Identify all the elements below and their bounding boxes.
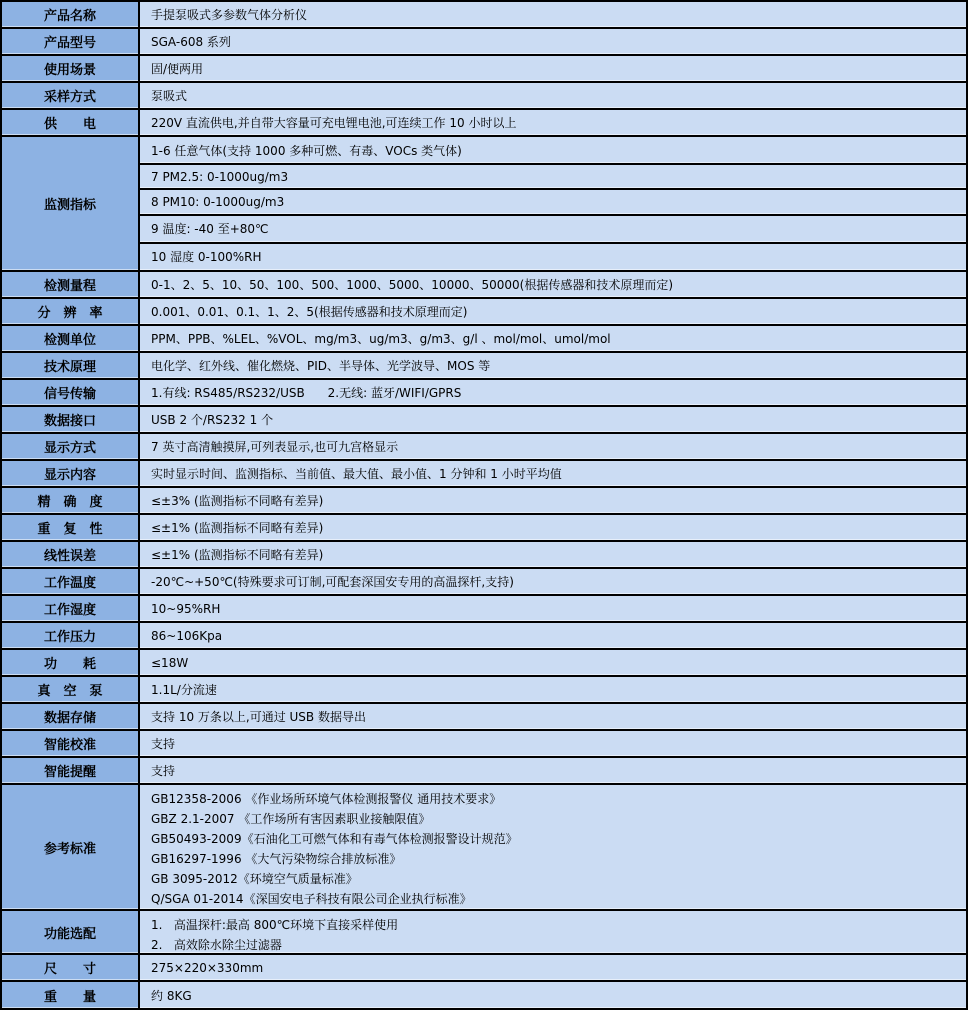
monitoring-indicator-item: 10 湿度 0-100%RH	[140, 244, 966, 270]
reference-standard-list	[140, 785, 966, 909]
monitoring-indicator-item: 1-6 任意气体(支持 1000 多种可燃、有毒、VOCs 类气体)	[140, 137, 966, 165]
monitoring-indicator-list	[140, 137, 966, 270]
optional-feature-list	[140, 911, 966, 953]
row-value: 电化学、红外线、催化燃烧、PID、半导体、光学波导、MOS 等	[140, 353, 966, 378]
row-label: 检测量程	[2, 272, 140, 297]
optional-feature-item: 1. 高温探杆:最高 800℃环境下直接采样使用	[151, 918, 399, 932]
row-label: 监测指标	[2, 137, 140, 270]
row-technical-principle	[2, 353, 966, 380]
row-value: 泵吸式	[140, 83, 966, 108]
row-data-interface	[2, 407, 966, 434]
row-value: 275×220×330mm	[140, 955, 966, 980]
row-value: 手提泵吸式多参数气体分析仪	[140, 2, 966, 27]
row-label: 功 耗	[2, 650, 140, 675]
row-value: 支持	[140, 758, 966, 783]
row-label: 技术原理	[2, 353, 140, 378]
row-label: 工作压力	[2, 623, 140, 648]
row-data-storage	[2, 704, 966, 731]
row-label: 分 辨 率	[2, 299, 140, 324]
row-display-mode	[2, 434, 966, 461]
row-value: -20℃~+50℃(特殊要求可订制,可配套深国安专用的高温探杆,支持)	[140, 569, 966, 594]
row-value: ≤±1% (监测指标不同略有差异)	[140, 515, 966, 540]
row-label: 数据接口	[2, 407, 140, 432]
monitoring-indicator-item: 8 PM10: 0-1000ug/m3	[140, 190, 966, 215]
row-value: ≤±3% (监测指标不同略有差异)	[140, 488, 966, 513]
reference-standard-item: GB 3095-2012《环境空气质量标准》	[151, 872, 358, 886]
row-label: 重 量	[2, 982, 140, 1008]
row-detection-range	[2, 272, 966, 299]
row-monitoring-indicators	[2, 137, 966, 272]
row-value: 1.有线: RS485/RS232/USB 2.无线: 蓝牙/WIFI/GPRS	[140, 380, 966, 405]
row-value: 固/便两用	[140, 56, 966, 81]
row-dimensions	[2, 955, 966, 982]
row-label: 工作湿度	[2, 596, 140, 621]
row-label: 信号传输	[2, 380, 140, 405]
row-working-temperature	[2, 569, 966, 596]
row-label: 数据存储	[2, 704, 140, 729]
row-label: 智能校准	[2, 731, 140, 756]
row-label: 精 确 度	[2, 488, 140, 513]
row-label: 功能选配	[2, 911, 140, 953]
row-label: 真 空 泵	[2, 677, 140, 702]
row-value: 10~95%RH	[140, 596, 966, 621]
row-usage-scene	[2, 56, 966, 83]
row-value: 1.1L/分流速	[140, 677, 966, 702]
row-value: 约 8KG	[140, 982, 966, 1008]
row-optional-features	[2, 911, 966, 955]
reference-standard-item: GBZ 2.1-2007 《工作场所有害因素职业接触限值》	[151, 812, 431, 826]
row-product-model	[2, 29, 966, 56]
optional-feature-item: 2. 高效除水除尘过滤器	[151, 938, 282, 952]
row-linearity-error	[2, 542, 966, 569]
row-value: PPM、PPB、%LEL、%VOL、mg/m3、ug/m3、g/m3、g/l 、mol/mol、umol/mol	[140, 326, 966, 351]
row-label: 使用场景	[2, 56, 140, 81]
row-repeatability	[2, 515, 966, 542]
reference-standard-item: GB12358-2006 《作业场所环境气体检测报警仪 通用技术要求》	[151, 792, 502, 806]
row-label: 重 复 性	[2, 515, 140, 540]
row-label: 采样方式	[2, 83, 140, 108]
row-sampling-method	[2, 83, 966, 110]
row-detection-units	[2, 326, 966, 353]
row-value: ≤±1% (监测指标不同略有差异)	[140, 542, 966, 567]
row-label: 显示方式	[2, 434, 140, 459]
row-smart-reminder	[2, 758, 966, 785]
row-label: 显示内容	[2, 461, 140, 486]
row-label: 产品名称	[2, 2, 140, 27]
row-label: 工作温度	[2, 569, 140, 594]
monitoring-indicator-item: 7 PM2.5: 0-1000ug/m3	[140, 165, 966, 190]
row-resolution	[2, 299, 966, 326]
row-product-name	[2, 2, 966, 29]
row-display-content	[2, 461, 966, 488]
row-value: USB 2 个/RS232 1 个	[140, 407, 966, 432]
row-value: 0.001、0.01、0.1、1、2、5(根据传感器和技术原理而定)	[140, 299, 966, 324]
row-accuracy	[2, 488, 966, 515]
row-value: SGA-608 系列	[140, 29, 966, 54]
row-power-supply	[2, 110, 966, 137]
row-signal-transmission	[2, 380, 966, 407]
monitoring-indicator-item: 9 温度: -40 至+80℃	[140, 216, 966, 244]
row-label: 线性误差	[2, 542, 140, 567]
row-smart-calibration	[2, 731, 966, 758]
row-label: 智能提醒	[2, 758, 140, 783]
row-vacuum-pump	[2, 677, 966, 704]
row-reference-standards	[2, 785, 966, 911]
reference-standard-item: GB50493-2009《石油化工可燃气体和有毒气体检测报警设计规范》	[151, 832, 518, 846]
row-value: 220V 直流供电,并自带大容量可充电锂电池,可连续工作 10 小时以上	[140, 110, 966, 135]
reference-standard-item: GB16297-1996 《大气污染物综合排放标准》	[151, 852, 402, 866]
row-value: 7 英寸高清触摸屏,可列表显示,也可九宫格显示	[140, 434, 966, 459]
row-working-pressure	[2, 623, 966, 650]
row-value: 0-1、2、5、10、50、100、500、1000、5000、10000、50000(根据传感器和技术原理而定)	[140, 272, 966, 297]
row-label: 检测单位	[2, 326, 140, 351]
row-weight	[2, 982, 966, 1008]
row-power-consumption	[2, 650, 966, 677]
row-label: 参考标准	[2, 785, 140, 909]
row-value: 86~106Kpa	[140, 623, 966, 648]
row-value: 实时显示时间、监测指标、当前值、最大值、最小值、1 分钟和 1 小时平均值	[140, 461, 966, 486]
row-value: ≤18W	[140, 650, 966, 675]
row-working-humidity	[2, 596, 966, 623]
row-label: 产品型号	[2, 29, 140, 54]
row-value: 支持	[140, 731, 966, 756]
row-value: 支持 10 万条以上,可通过 USB 数据导出	[140, 704, 966, 729]
reference-standard-item: Q/SGA 01-2014《深国安电子科技有限公司企业执行标准》	[151, 892, 472, 906]
row-label: 尺 寸	[2, 955, 140, 980]
row-label: 供 电	[2, 110, 140, 135]
